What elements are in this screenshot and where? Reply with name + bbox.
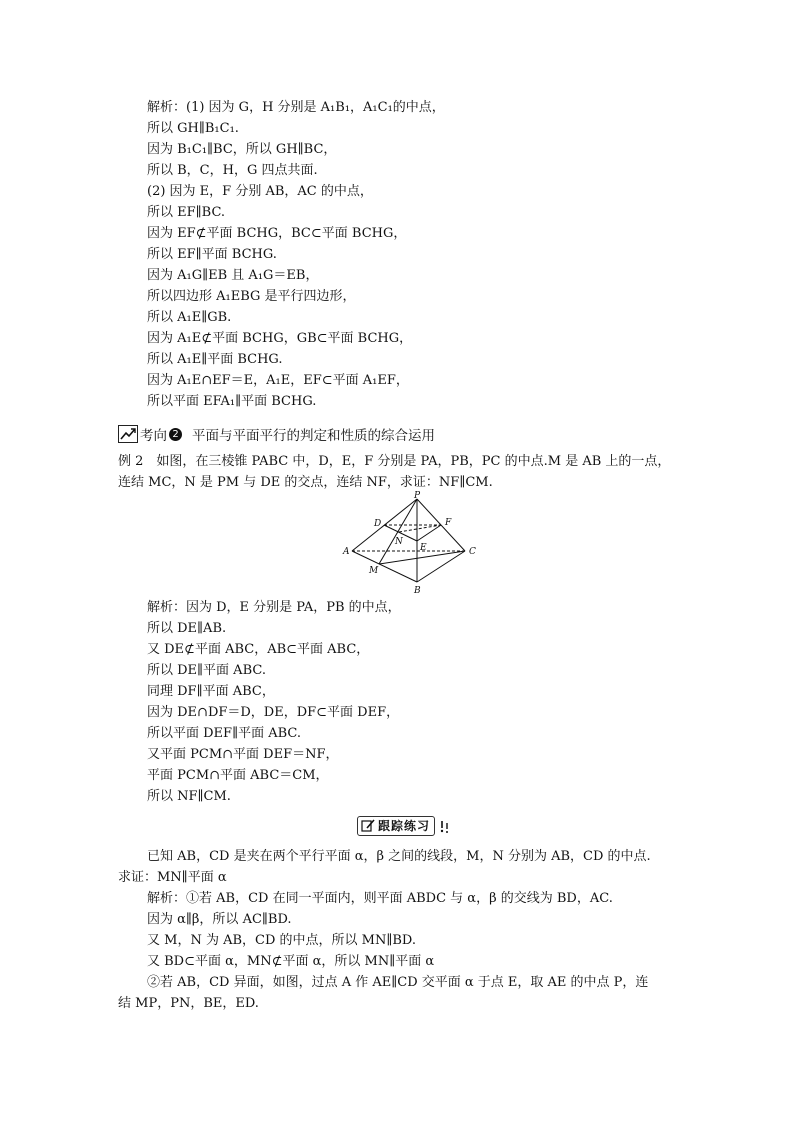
pyramid-figure — [340, 491, 480, 599]
solution-line: 所以 DE∥AB. — [147, 621, 227, 636]
exercise-statement: 已知 AB，CD 是夹在两个平行平面 α，β 之间的线段，M，N 分别为 AB，CD 的中点. — [147, 849, 651, 864]
section-title: 平面与平面平行的判定和性质的综合运用 — [192, 428, 435, 444]
exclamation-icon — [437, 818, 453, 834]
example-statement: 连结 MC，N 是 PM 与 DE 的交点，连结 NF，求证：NF∥CM. — [118, 475, 493, 490]
solution-line: 解析：因为 D，E 分别是 PA，PB 的中点， — [147, 600, 401, 615]
section-number-badge: 2 — [169, 428, 182, 441]
solution-line: 所以平面 DEF∥平面 ABC. — [147, 726, 302, 741]
label-F: F — [445, 518, 452, 528]
tracking-practice-title: 跟踪练习 — [378, 819, 431, 833]
solution-line: (2) 因为 E，F 分别 AB，AC 的中点， — [147, 184, 373, 199]
example-statement: 例 2 如图，在三棱锥 PABC 中，D，E，F 分别是 PA，PB，PC 的中点.M 是 AB 上的一点， — [118, 454, 671, 469]
solution-line: 因为 B₁C₁∥BC，所以 GH∥BC， — [147, 142, 337, 157]
solution-line: 所以 GH∥B₁C₁. — [147, 121, 239, 136]
solution-line: 因为 A₁E∩EF＝E，A₁E，EF⊂平面 A₁EF， — [147, 373, 409, 388]
solution-line: 因为 EF⊄平面 BCHG，BC⊂平面 BCHG， — [147, 226, 407, 241]
exercise-solution-line: ②若 AB，CD 异面，如图，过点 A 作 AE∥CD 交平面 α 于点 E，取 AE 的中点 P，连 — [147, 975, 649, 990]
label-P: P — [414, 491, 421, 501]
solution-line: 所以 A₁E∥GB. — [147, 310, 232, 325]
solution-line: 所以四边形 A₁EBG 是平行四边形， — [147, 289, 356, 304]
label-M: M — [369, 566, 379, 576]
solution-line: 所以 NF∥CM. — [147, 789, 231, 804]
solution-line: 所以 A₁E∥平面 BCHG. — [147, 352, 283, 367]
tracking-practice-box — [357, 816, 435, 836]
solution-line: 又 DE⊄平面 ABC，AB⊂平面 ABC， — [147, 642, 370, 657]
notebook-pencil-icon — [361, 819, 376, 832]
solution-line: 因为 A₁E⊄平面 BCHG，GB⊂平面 BCHG， — [147, 331, 413, 346]
exercise-solution-line: 结 MP，PN，BE，ED. — [118, 996, 259, 1011]
solution-line: 所以平面 EFA₁∥平面 BCHG. — [147, 394, 317, 409]
exercise-solution-line: 解析：①若 AB，CD 在同一平面内，则平面 ABDC 与 α，β 的交线为 BD，AC. — [147, 891, 613, 906]
section-label: 考向 — [140, 428, 167, 444]
label-C: C — [469, 547, 476, 557]
exercise-statement: 求证：MN∥平面 α — [118, 870, 227, 885]
exercise-solution-line: 又 BD⊂平面 α，MN⊄平面 α，所以 MN∥平面 α — [147, 954, 435, 969]
section-heading — [118, 423, 435, 445]
label-E: E — [420, 543, 427, 553]
exercise-solution-line: 因为 α∥β，所以 AC∥BD. — [147, 912, 292, 927]
solution-line: 因为 A₁G∥EB 且 A₁G＝EB， — [147, 268, 319, 283]
solution-line: 所以 EF∥BC. — [147, 205, 226, 220]
solution-line: 所以 DE∥平面 ABC. — [147, 663, 266, 678]
solution-line: 所以 EF∥平面 BCHG. — [147, 247, 277, 262]
label-A: A — [343, 547, 350, 557]
exercise-solution-line: 又 M，N 为 AB，CD 的中点，所以 MN∥BD. — [147, 933, 416, 948]
solution-line: 平面 PCM∩平面 ABC＝CM， — [147, 768, 329, 783]
trend-chart-icon — [118, 425, 138, 443]
solution-line: 又平面 PCM∩平面 DEF＝NF， — [147, 747, 339, 762]
label-N: N — [395, 537, 403, 547]
solution-line: 所以 B，C，H，G 四点共面. — [147, 163, 318, 178]
solution-line: 解析：(1) 因为 G，H 分别是 A₁B₁，A₁C₁的中点， — [147, 100, 445, 115]
label-B: B — [414, 586, 421, 596]
tracking-practice-banner — [357, 815, 467, 837]
solution-line: 同理 DF∥平面 ABC， — [147, 684, 275, 699]
solution-line: 因为 DE∩DF＝D，DE，DF⊂平面 DEF， — [147, 705, 400, 720]
label-D: D — [374, 519, 382, 529]
